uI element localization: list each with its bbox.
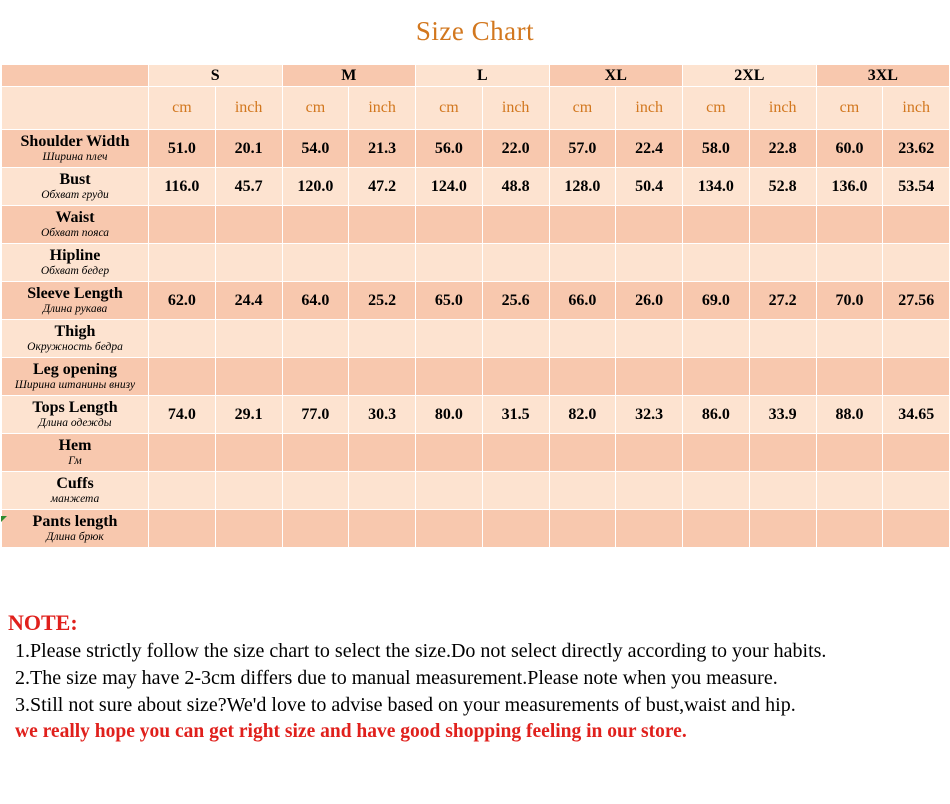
- table-row: [2, 168, 950, 206]
- value-cell: [816, 206, 883, 244]
- unit-header-inch: inch: [749, 87, 816, 130]
- value-cell: [416, 244, 483, 282]
- unit-header-inch: inch: [482, 87, 549, 130]
- value-cell: [616, 244, 683, 282]
- table-row: [2, 510, 950, 548]
- row-label-russian: Длина одежды: [38, 416, 112, 429]
- value-cell: [749, 320, 816, 358]
- unit-header-inch: inch: [883, 87, 950, 130]
- row-label: [2, 396, 149, 434]
- value-cell: [149, 320, 216, 358]
- value-cell: [683, 434, 750, 472]
- row-label-russian: Ширина штанины внизу: [14, 378, 136, 391]
- value-cell: 58.0: [683, 130, 750, 168]
- value-cell: 128.0: [549, 168, 616, 206]
- value-cell: 21.3: [349, 130, 416, 168]
- row-label: [2, 472, 149, 510]
- chart-title: Size Chart: [415, 16, 535, 46]
- row-label-english: Cuffs: [56, 475, 94, 493]
- unit-header-cm: cm: [282, 87, 349, 130]
- value-cell: [816, 320, 883, 358]
- unit-corner: [2, 87, 149, 130]
- row-label: [2, 358, 149, 396]
- value-cell: [616, 510, 683, 548]
- value-cell: [749, 244, 816, 282]
- value-cell: 20.1: [215, 130, 282, 168]
- row-label-english: Shoulder Width: [20, 133, 130, 151]
- value-cell: [149, 510, 216, 548]
- value-cell: 22.8: [749, 130, 816, 168]
- closing-message: we really hope you can get right size and have good shopping feeling in our store.: [15, 721, 687, 742]
- value-cell: 48.8: [482, 168, 549, 206]
- value-cell: [282, 320, 349, 358]
- value-cell: [749, 472, 816, 510]
- value-cell: [215, 206, 282, 244]
- row-label-english: Hem: [58, 437, 92, 455]
- row-label: [2, 434, 149, 472]
- value-cell: [282, 358, 349, 396]
- value-cell: [215, 244, 282, 282]
- value-cell: 26.0: [616, 282, 683, 320]
- value-cell: 31.5: [482, 396, 549, 434]
- value-cell: 34.65: [883, 396, 950, 434]
- size-header: S: [149, 65, 283, 87]
- value-cell: 25.2: [349, 282, 416, 320]
- value-cell: [482, 510, 549, 548]
- value-cell: 22.0: [482, 130, 549, 168]
- value-cell: [482, 244, 549, 282]
- row-label-russian: Обхват бедер: [40, 264, 110, 277]
- value-cell: [149, 206, 216, 244]
- header-corner: [2, 65, 149, 87]
- table-row: [2, 206, 950, 244]
- row-label-english: Pants length: [32, 513, 118, 531]
- value-cell: 120.0: [282, 168, 349, 206]
- value-cell: 50.4: [616, 168, 683, 206]
- value-cell: [683, 244, 750, 282]
- unit-header-cm: cm: [149, 87, 216, 130]
- size-header: 2XL: [683, 65, 817, 87]
- value-cell: 65.0: [416, 282, 483, 320]
- value-cell: [482, 206, 549, 244]
- value-cell: [416, 206, 483, 244]
- value-cell: [816, 244, 883, 282]
- notes-section: [8, 610, 938, 743]
- row-label-russian: Обхват пояса: [40, 226, 110, 239]
- unit-header-row: [2, 87, 950, 130]
- value-cell: [549, 510, 616, 548]
- table-row: [2, 282, 950, 320]
- value-cell: [683, 206, 750, 244]
- value-cell: [416, 320, 483, 358]
- value-cell: [883, 320, 950, 358]
- row-label-english: Bust: [59, 171, 91, 189]
- unit-header-cm: cm: [683, 87, 750, 130]
- value-cell: 27.56: [883, 282, 950, 320]
- unit-header-cm: cm: [816, 87, 883, 130]
- value-cell: 47.2: [349, 168, 416, 206]
- value-cell: [215, 320, 282, 358]
- row-label-english: Leg opening: [32, 361, 117, 379]
- value-cell: 74.0: [149, 396, 216, 434]
- unit-header-inch: inch: [349, 87, 416, 130]
- value-cell: [349, 510, 416, 548]
- value-cell: [349, 206, 416, 244]
- value-cell: 88.0: [816, 396, 883, 434]
- size-chart-table: [1, 64, 950, 548]
- value-cell: [482, 320, 549, 358]
- value-cell: [549, 320, 616, 358]
- value-cell: [749, 206, 816, 244]
- notes-heading: NOTE:: [8, 610, 78, 635]
- value-cell: [883, 206, 950, 244]
- value-cell: 134.0: [683, 168, 750, 206]
- unit-header-cm: cm: [416, 87, 483, 130]
- value-cell: [482, 472, 549, 510]
- table-row: [2, 244, 950, 282]
- value-cell: [282, 206, 349, 244]
- row-label: [2, 320, 149, 358]
- row-label-russian: Окружность бедра: [27, 340, 123, 353]
- value-cell: 51.0: [149, 130, 216, 168]
- row-label-english: Thigh: [54, 323, 96, 341]
- value-cell: 62.0: [149, 282, 216, 320]
- size-header-row: [2, 65, 950, 87]
- value-cell: 136.0: [816, 168, 883, 206]
- value-cell: [549, 434, 616, 472]
- value-cell: [883, 358, 950, 396]
- unit-header-cm: cm: [549, 87, 616, 130]
- size-header: XL: [549, 65, 683, 87]
- row-label: [2, 282, 149, 320]
- value-cell: [549, 358, 616, 396]
- table-row: [2, 358, 950, 396]
- value-cell: [616, 472, 683, 510]
- row-label-english: Waist: [55, 209, 95, 227]
- row-label: [2, 168, 149, 206]
- value-cell: 64.0: [282, 282, 349, 320]
- row-label-russian: Длина рукава: [42, 302, 108, 315]
- value-cell: [816, 472, 883, 510]
- note-line-2: 2.The size may have 2-3cm differs due to manual measurement.Please note when you measure.: [15, 667, 778, 689]
- value-cell: [215, 434, 282, 472]
- value-cell: [616, 206, 683, 244]
- value-cell: [149, 244, 216, 282]
- row-label: [2, 510, 149, 548]
- value-cell: 70.0: [816, 282, 883, 320]
- value-cell: [616, 320, 683, 358]
- value-cell: 29.1: [215, 396, 282, 434]
- size-header: 3XL: [816, 65, 950, 87]
- value-cell: [416, 434, 483, 472]
- value-cell: 22.4: [616, 130, 683, 168]
- value-cell: [149, 358, 216, 396]
- value-cell: [215, 510, 282, 548]
- value-cell: [683, 320, 750, 358]
- value-cell: [482, 358, 549, 396]
- value-cell: [215, 358, 282, 396]
- value-cell: [749, 358, 816, 396]
- value-cell: [282, 434, 349, 472]
- unit-header-inch: inch: [215, 87, 282, 130]
- row-label: [2, 130, 149, 168]
- value-cell: 77.0: [282, 396, 349, 434]
- value-cell: [683, 472, 750, 510]
- value-cell: 33.9: [749, 396, 816, 434]
- row-label-english: Sleeve Length: [27, 285, 123, 303]
- cell-marker: [1, 516, 7, 522]
- value-cell: 80.0: [416, 396, 483, 434]
- size-header: M: [282, 65, 416, 87]
- value-cell: [549, 472, 616, 510]
- value-cell: [883, 472, 950, 510]
- value-cell: 82.0: [549, 396, 616, 434]
- value-cell: [883, 434, 950, 472]
- value-cell: 124.0: [416, 168, 483, 206]
- row-label-english: Tops Length: [32, 399, 118, 417]
- row-label: [2, 244, 149, 282]
- value-cell: [816, 434, 883, 472]
- value-cell: [749, 510, 816, 548]
- value-cell: [883, 244, 950, 282]
- note-line-3: 3.Still not sure about size?We'd love to advise based on your measurements of bust,waist and hip.: [15, 694, 796, 716]
- value-cell: [149, 434, 216, 472]
- value-cell: 57.0: [549, 130, 616, 168]
- value-cell: [282, 510, 349, 548]
- table-row: [2, 320, 950, 358]
- value-cell: [549, 206, 616, 244]
- value-cell: 53.54: [883, 168, 950, 206]
- value-cell: [349, 358, 416, 396]
- value-cell: [616, 434, 683, 472]
- value-cell: [816, 510, 883, 548]
- value-cell: 54.0: [282, 130, 349, 168]
- size-header: L: [416, 65, 550, 87]
- row-label-english: Hipline: [49, 247, 101, 265]
- value-cell: [349, 244, 416, 282]
- row-label: [2, 206, 149, 244]
- row-label-russian: Гм: [68, 454, 82, 467]
- table-row: [2, 434, 950, 472]
- table-row: [2, 396, 950, 434]
- value-cell: 60.0: [816, 130, 883, 168]
- value-cell: [416, 358, 483, 396]
- value-cell: 56.0: [416, 130, 483, 168]
- value-cell: [683, 358, 750, 396]
- value-cell: [349, 472, 416, 510]
- value-cell: 32.3: [616, 396, 683, 434]
- row-label-russian: Ширина плеч: [42, 150, 108, 163]
- value-cell: [215, 472, 282, 510]
- value-cell: [349, 320, 416, 358]
- value-cell: [749, 434, 816, 472]
- value-cell: [149, 472, 216, 510]
- table-row: [2, 472, 950, 510]
- value-cell: [482, 434, 549, 472]
- value-cell: 30.3: [349, 396, 416, 434]
- value-cell: [616, 358, 683, 396]
- value-cell: 86.0: [683, 396, 750, 434]
- value-cell: 25.6: [482, 282, 549, 320]
- value-cell: [816, 358, 883, 396]
- value-cell: 27.2: [749, 282, 816, 320]
- table-row: [2, 130, 950, 168]
- unit-header-inch: inch: [616, 87, 683, 130]
- value-cell: 69.0: [683, 282, 750, 320]
- value-cell: [549, 244, 616, 282]
- value-cell: [416, 510, 483, 548]
- value-cell: 52.8: [749, 168, 816, 206]
- note-line-1: 1.Please strictly follow the size chart to select the size.Do not select directly according to your habits.: [15, 640, 827, 662]
- row-label-russian: Длина брюк: [46, 530, 104, 543]
- value-cell: 45.7: [215, 168, 282, 206]
- row-label-russian: манжета: [50, 492, 100, 505]
- value-cell: 66.0: [549, 282, 616, 320]
- value-cell: [282, 472, 349, 510]
- value-cell: [349, 434, 416, 472]
- value-cell: 116.0: [149, 168, 216, 206]
- value-cell: [282, 244, 349, 282]
- value-cell: 24.4: [215, 282, 282, 320]
- value-cell: 23.62: [883, 130, 950, 168]
- row-label-russian: Обхват груди: [41, 188, 109, 201]
- value-cell: [683, 510, 750, 548]
- value-cell: [416, 472, 483, 510]
- value-cell: [883, 510, 950, 548]
